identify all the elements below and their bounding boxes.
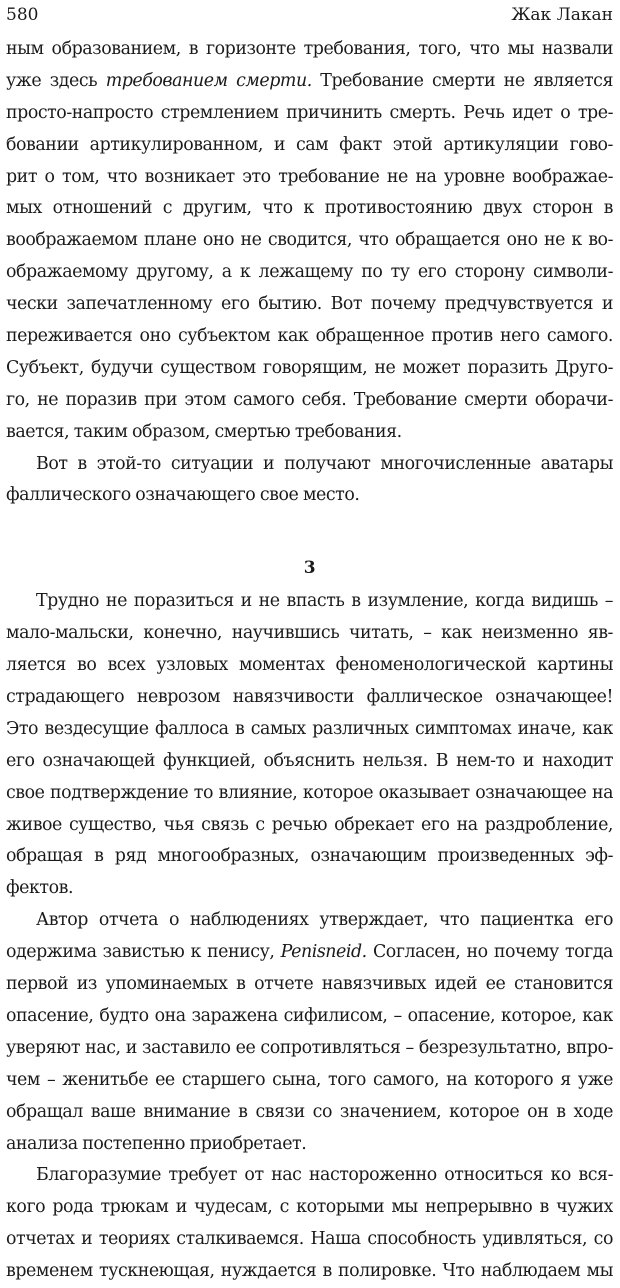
text-line: кого рода трюкам и чудесам, с которыми мы непрерывно в чужих [6, 1197, 613, 1218]
section-number: 3 [303, 558, 316, 579]
text-line: живое существо, чья связь с речью обрекает его на раздробление, [6, 814, 613, 835]
text-line: ляется во всех узловых моментах феноменологической картины [6, 655, 613, 676]
emphasis-text: Penisneid. [280, 942, 367, 963]
emphasis-text: требованием смерти. [105, 70, 312, 91]
text-line: Трудно не поразиться и не впасть в изумление, когда видишь – [36, 591, 613, 612]
text-line: переживается оно субъектом как обращенное против него самого. [6, 326, 613, 347]
text-line [6, 937, 613, 969]
running-head: Жак Лакан [511, 5, 613, 25]
page-number: 580 [6, 5, 39, 25]
text-line: чески запечатленному его бытию. Вот почему предчувствуется и [6, 294, 613, 315]
text-line: ображаемому другому, а к лежащему по ту его сторону символи- [6, 262, 613, 283]
text-line: анализа постепенно приобретает. [6, 1133, 307, 1154]
text-line: фектов. [6, 878, 74, 899]
text-line: вается, таким образом, смертью требования. [6, 421, 402, 442]
text-line: чем – женитьбе ее старшего сына, того самого, на которого я уже [6, 1069, 613, 1090]
text-line: бовании артикулированном, и сам факт этой артикуляции гово- [6, 134, 613, 155]
paragraph-5 [6, 1160, 613, 1288]
text-line: просто-напросто стремлением причинить смерть. Речь идет о тре- [6, 102, 613, 123]
text-segment: Согласен, но почему тогда [366, 942, 613, 963]
paragraph-4 [6, 905, 613, 1160]
paragraph-3 [6, 586, 613, 905]
text-line: мых отношений с другим, что к противостоянию двух сторон в [6, 198, 613, 219]
section-gap [6, 512, 613, 550]
text-segment: уже здесь [6, 70, 106, 91]
text-line: страдающего неврозом навязчивости фаллическое означающее! [6, 687, 613, 708]
text-line: Автор отчета о наблюдениях утверждает, что пациентка его [36, 910, 613, 931]
text-line: первой из упоминаемых в отчете навязчивых идей ее становится [6, 974, 613, 995]
text-line: опасение, будто она заражена сифилисом, – опасение, которое, как [6, 1005, 613, 1026]
text-line [6, 66, 613, 98]
paragraph-1 [6, 34, 613, 449]
text-line: обращая в ряд многообразных, означающим произведенных эф- [6, 846, 613, 867]
book-page [6, 0, 613, 1282]
text-segment: одержима завистью к пенису, [6, 942, 281, 963]
text-line: свое подтверждение то влияние, которое оказывает означающее на [6, 782, 613, 803]
text-line: его означающей функцией, объяснить нельзя. В нем-то и находит [6, 750, 613, 771]
text-line: обращал ваше внимание в связи со значением, которое он в ходе [6, 1101, 613, 1122]
page-header [6, 0, 613, 30]
text-line: отчетах и теориях сталкиваемся. Наша способность удивляться, со [6, 1229, 613, 1250]
text-line: фаллического означающего свое место. [6, 485, 360, 506]
text-line: Благоразумие требует от нас настороженно относиться ко вся- [36, 1165, 613, 1186]
body-text [6, 34, 613, 1288]
text-line: ным образованием, в горизонте требования, того, что мы назвали [6, 39, 613, 59]
text-line: воображаемом плане оно не сводится, что обращается оно не к во- [6, 230, 613, 251]
text-line: временем тускнеющая, нуждается в полировке. Что наблюдаем мы [6, 1261, 613, 1282]
text-line: уверяют нас, и заставило ее сопротивляться – безрезультатно, впро- [6, 1037, 613, 1058]
text-line: го, не поразив при этом самого себя. Требование смерти оборачи- [6, 389, 613, 410]
paragraph-2 [6, 449, 613, 513]
text-line: Вот в этой-то ситуации и получают многочисленные аватары [36, 453, 613, 474]
text-line: Субъект, будучи существом говорящим, не может поразить Друго- [6, 357, 613, 378]
text-line: мало-мальски, конечно, научившись читать, – как неизменно яв- [6, 623, 613, 644]
text-line: Это вездесущие фаллоса в самых различных симптомах иначе, как [6, 718, 613, 739]
text-line: рит о том, что возникает это требование не на уровне воображае- [6, 166, 613, 187]
text-segment: Требование смерти не является [311, 70, 613, 91]
